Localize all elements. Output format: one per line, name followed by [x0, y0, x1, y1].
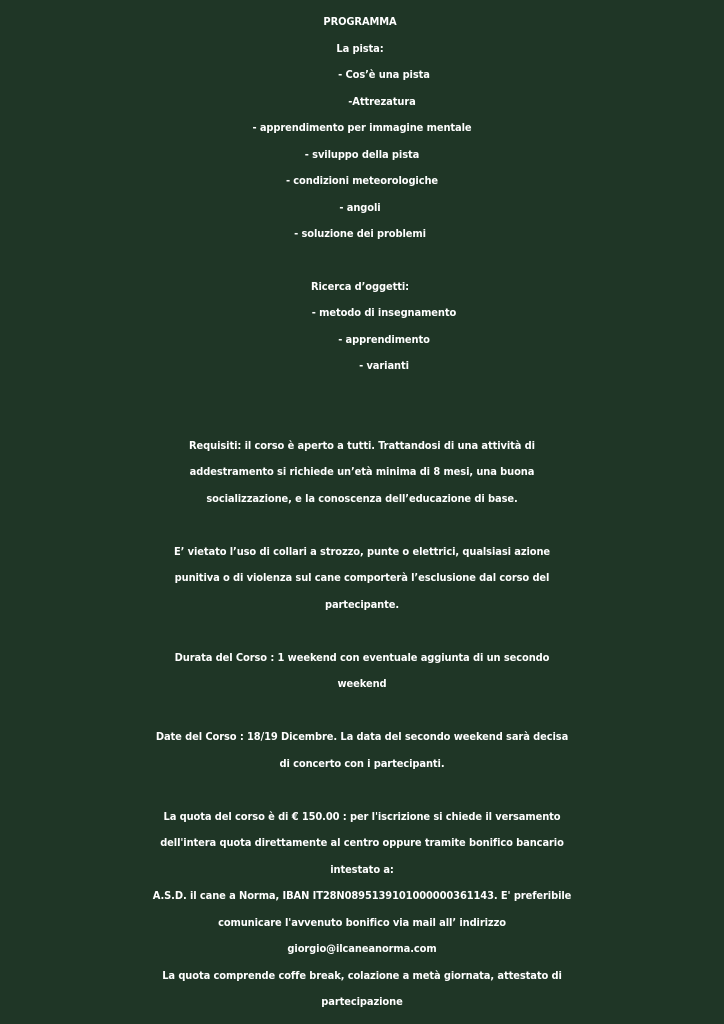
pista-item: - soluzione dei problemi: [294, 227, 426, 240]
requisiti-line: socializzazione, e la conoscenza dell’educazione di base.: [206, 492, 518, 505]
ricerca-title: Ricerca d’oggetti:: [311, 280, 409, 293]
email-address: giorgio@ilcaneanorma.com: [287, 942, 437, 955]
date-line: Date del Corso : 18/19 Dicembre. La data del secondo weekend sarà decisa: [155, 730, 569, 743]
quota-line: La quota comprende coffe break, colazione a metà giornata, attestato di: [162, 969, 562, 982]
divieto-line: punitiva o di violenza sul cane comporterà l’esclusione dal corso del: [174, 571, 550, 584]
date-line: di concerto con i partecipanti.: [279, 757, 445, 770]
quota-line: intestato a:: [330, 863, 394, 876]
quota-line: A.S.D. il cane a Norma, IBAN IT28N0895139101000000361143. E' preferibile: [152, 889, 572, 902]
pista-item: - apprendimento per immagine mentale: [252, 121, 472, 134]
quota-line: La quota del corso è di € 150.00 : per l'iscrizione si chiede il versamento: [163, 810, 561, 823]
quota-line: comunicare l'avvenuto bonifico via mail all’ indirizzo: [218, 916, 506, 929]
divieto-line: E’ vietato l’uso di collari a strozzo, punte o elettrici, qualsiasi azione: [173, 545, 551, 558]
pista-item: -Attrezatura: [348, 95, 416, 108]
ricerca-item: - varianti: [359, 359, 409, 372]
quota-line: partecipazione: [321, 995, 403, 1008]
requisiti-line: addestramento si richiede un’età minima di 8 mesi, una buona: [189, 465, 535, 478]
ricerca-item: - apprendimento: [338, 333, 430, 346]
durata-line: weekend: [337, 677, 387, 690]
pista-title: La pista:: [336, 42, 384, 55]
requisiti-line: Requisiti: il corso è aperto a tutti. Trattandosi di una attività di: [189, 439, 535, 452]
pista-item: - condizioni meteorologiche: [285, 174, 439, 187]
pista-item: - Cos’è una pista: [338, 68, 430, 81]
quota-line: dell'intera quota direttamente al centro oppure tramite bonifico bancario: [160, 836, 564, 849]
pista-item: - angoli: [339, 201, 381, 214]
program-heading: PROGRAMMA: [323, 15, 397, 28]
durata-line: Durata del Corso : 1 weekend con eventuale aggiunta di un secondo: [174, 651, 550, 664]
pista-item: - sviluppo della pista: [304, 148, 420, 161]
ricerca-item: - metodo di insegnamento: [311, 306, 457, 319]
divieto-line: partecipante.: [324, 598, 400, 611]
